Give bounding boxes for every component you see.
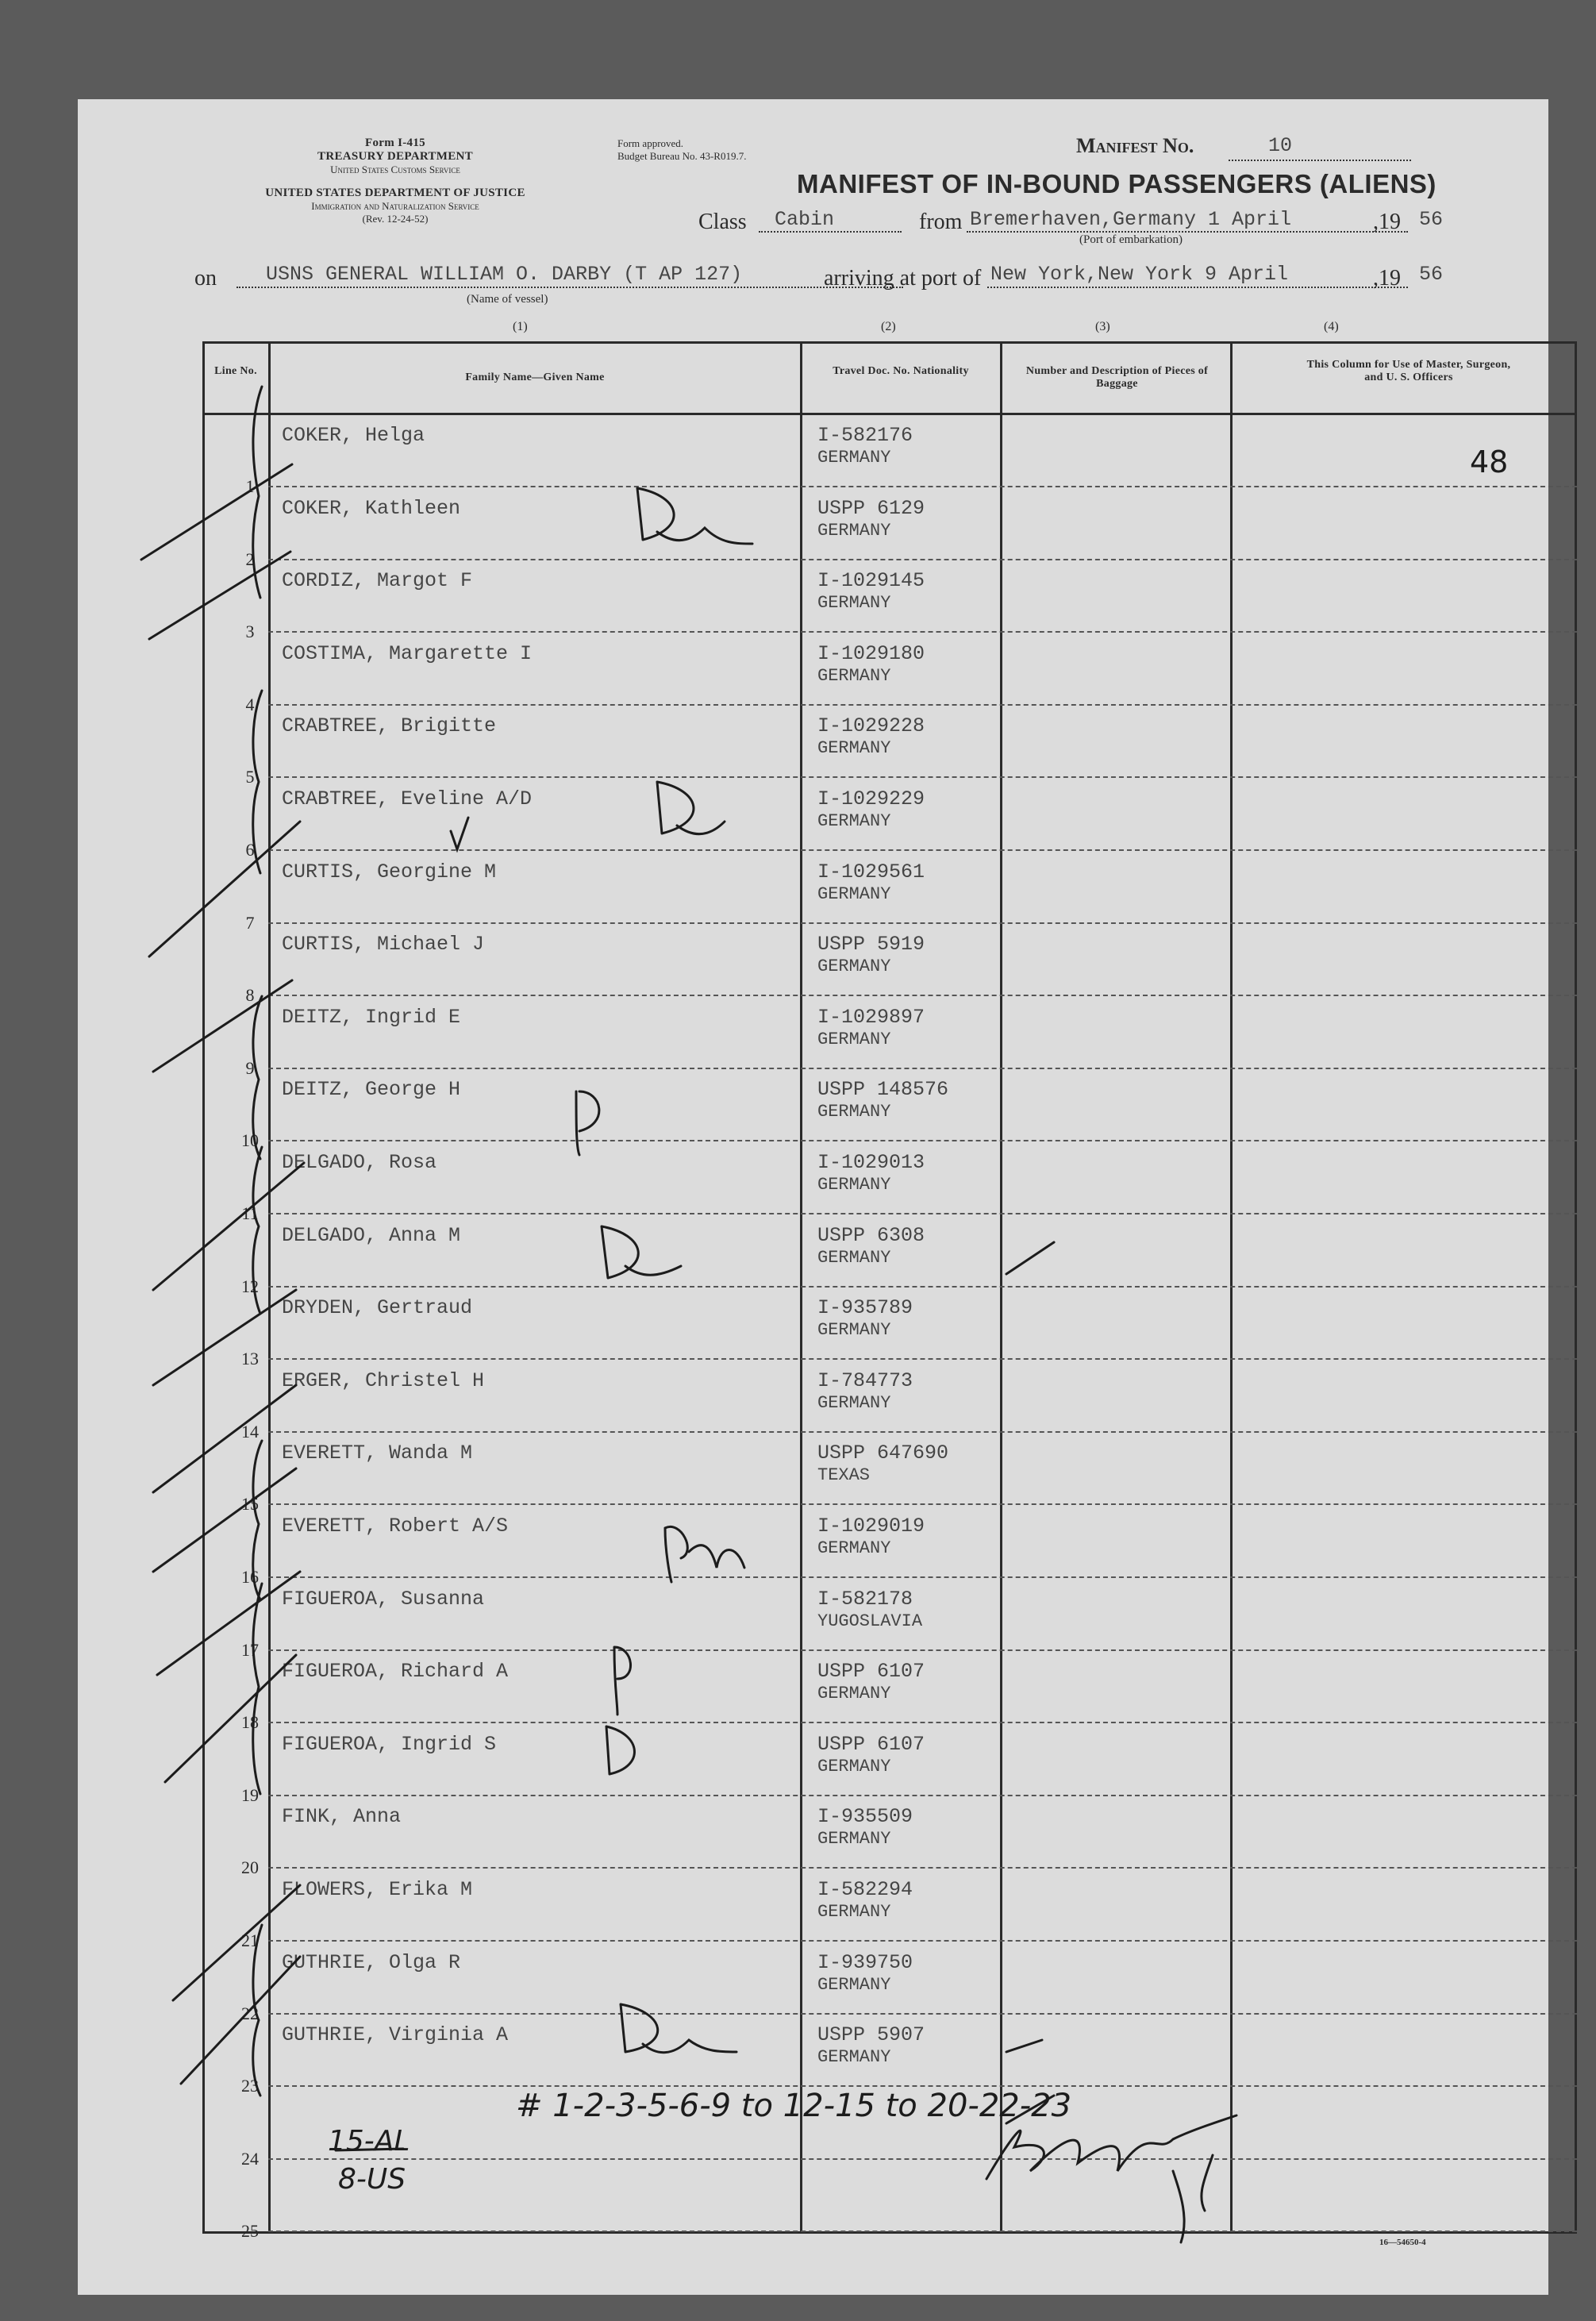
year-value-2: 56 xyxy=(1419,263,1444,286)
row-nationality: TEXAS xyxy=(817,1465,871,1486)
row-nationality: GERMANY xyxy=(817,1029,891,1049)
row-line-number: 8 xyxy=(245,985,255,1006)
row-line-number: 11 xyxy=(241,1203,259,1223)
row-nationality: GERMANY xyxy=(817,1538,891,1558)
row-nationality: GERMANY xyxy=(817,956,891,977)
form-approved: Form approved. xyxy=(617,137,684,149)
manifest-page xyxy=(78,99,1548,2295)
class-value: Cabin xyxy=(775,208,835,231)
row-nationality: GERMANY xyxy=(817,448,891,468)
row-passenger-name: GUTHRIE, Olga R xyxy=(282,1950,461,1974)
col-number-4: (4) xyxy=(1324,320,1339,333)
footer-code: 16—54650-4 xyxy=(1379,2238,1426,2247)
row-passenger-name: EVERETT, Robert A/S xyxy=(282,1515,509,1538)
row-nationality: GERMANY xyxy=(817,1684,891,1704)
row-line-number: 18 xyxy=(241,1712,259,1733)
row-travel-doc: USPP 5919 xyxy=(817,933,925,956)
year-prefix-1: ,19 xyxy=(1373,210,1401,234)
header-line-no: Line No. xyxy=(214,365,257,377)
row-nationality: GERMANY xyxy=(817,811,891,831)
header-officers: This Column for Use of Master, Surgeon, and U. S. Officers xyxy=(1306,359,1511,383)
row-nationality: YUGOSLAVIA xyxy=(817,1611,923,1631)
row-passenger-name: DELGADO, Anna M xyxy=(282,1223,461,1247)
row-travel-doc: I-1029019 xyxy=(817,1515,925,1538)
row-line-number: 23 xyxy=(241,2076,259,2096)
row-passenger-name: DELGADO, Rosa xyxy=(282,1151,437,1174)
row-passenger-name: FIGUEROA, Ingrid S xyxy=(282,1732,497,1756)
row-line-number: 22 xyxy=(241,2003,259,2023)
row-passenger-name: CURTIS, Michael J xyxy=(282,933,485,956)
row-travel-doc: I-582178 xyxy=(817,1587,913,1611)
row-travel-doc: I-1029145 xyxy=(817,569,925,593)
row-nationality: GERMANY xyxy=(817,1320,891,1341)
officer-count: 48 xyxy=(1470,445,1509,479)
vessel-caption: (Name of vessel) xyxy=(467,293,548,306)
col-number-1: (1) xyxy=(513,320,528,333)
row-line-number: 3 xyxy=(245,622,255,642)
row-line-number: 20 xyxy=(241,1857,259,1878)
from-value: Bremerhaven,Germany 1 April xyxy=(970,208,1292,231)
revision-date: (Rev. 12-24-52) xyxy=(362,213,429,225)
row-line-number: 4 xyxy=(245,694,255,714)
col-number-3: (3) xyxy=(1095,320,1110,333)
row-nationality: GERMANY xyxy=(817,593,891,614)
row-travel-doc: I-1029180 xyxy=(817,641,925,665)
row-travel-doc: USPP 6129 xyxy=(817,496,925,520)
row-travel-doc: USPP 5907 xyxy=(817,2023,925,2047)
row-line-number: 25 xyxy=(241,2221,259,2242)
row-travel-doc: I-939750 xyxy=(817,1950,913,1974)
row-passenger-name: FLOWERS, Erika M xyxy=(282,1878,473,1901)
row-line-number: 6 xyxy=(245,840,255,860)
row-line-number: 24 xyxy=(241,2148,259,2169)
row-nationality: GERMANY xyxy=(817,1102,891,1122)
row-line-number: 1 xyxy=(245,476,255,496)
row-nationality: GERMANY xyxy=(817,520,891,541)
row-nationality: GERMANY xyxy=(817,1392,891,1413)
row-travel-doc: USPP 148576 xyxy=(817,1078,949,1102)
row-travel-doc: I-1029897 xyxy=(817,1005,925,1029)
manifest-no-value: 10 xyxy=(1268,134,1293,157)
row-passenger-name: CORDIZ, Margot F xyxy=(282,569,473,593)
vessel-name: USNS GENERAL WILLIAM O. DARBY (T AP 127) xyxy=(266,263,743,286)
row-passenger-name: DEITZ, Ingrid E xyxy=(282,1005,461,1029)
row-travel-doc: USPP 6107 xyxy=(817,1660,925,1684)
row-travel-doc: USPP 647690 xyxy=(817,1441,949,1465)
header-travel-doc: Travel Doc. No. Nationality xyxy=(833,365,969,377)
arriving-label: arriving at port of xyxy=(824,266,982,291)
row-line-number: 5 xyxy=(245,767,255,787)
row-passenger-name: GUTHRIE, Virginia A xyxy=(282,2023,509,2047)
tally-alien: 15-AL xyxy=(328,2125,410,2157)
manifest-no-label: Manifest No. xyxy=(1076,134,1194,157)
row-passenger-name: CRABTREE, Brigitte xyxy=(282,714,497,738)
row-passenger-name: CURTIS, Georgine M xyxy=(282,860,497,883)
form-number: Form I-415 xyxy=(365,137,425,149)
row-line-number: 10 xyxy=(241,1130,259,1151)
row-line-number: 15 xyxy=(241,1494,259,1515)
row-travel-doc: I-1029561 xyxy=(817,860,925,883)
ins-service: Immigration and Naturalization Service xyxy=(311,200,479,212)
row-nationality: GERMANY xyxy=(817,1756,891,1776)
row-line-number: 13 xyxy=(241,1349,259,1369)
from-label: from xyxy=(919,210,963,234)
row-passenger-name: ERGER, Christel H xyxy=(282,1368,485,1392)
row-travel-doc: I-935509 xyxy=(817,1805,913,1829)
treasury-dept: TREASURY DEPARTMENT xyxy=(317,150,473,163)
row-line-number: 9 xyxy=(245,1057,255,1078)
row-nationality: GERMANY xyxy=(817,1902,891,1922)
tally-us: 8-US xyxy=(338,2163,406,2196)
row-nationality: GERMANY xyxy=(817,1829,891,1849)
row-nationality: GERMANY xyxy=(817,2047,891,2068)
summary-line-note: # 1-2-3-5-6-9 to 12-15 to 20-22-23 xyxy=(516,2088,1072,2124)
row-line-number: 17 xyxy=(241,1639,259,1660)
row-nationality: GERMANY xyxy=(817,1974,891,1995)
class-label: Class xyxy=(698,210,747,234)
row-travel-doc: USPP 6308 xyxy=(817,1223,925,1247)
row-travel-doc: I-582176 xyxy=(817,424,913,447)
row-travel-doc: USPP 6107 xyxy=(817,1732,925,1756)
document-title: MANIFEST OF IN-BOUND PASSENGERS (ALIENS) xyxy=(797,169,1436,198)
row-passenger-name: CRABTREE, Eveline A/D xyxy=(282,787,533,810)
row-passenger-name: EVERETT, Wanda M xyxy=(282,1441,473,1465)
row-nationality: GERMANY xyxy=(817,883,891,904)
handwriting-overlay xyxy=(78,99,1548,2295)
year-prefix-2: ,19 xyxy=(1373,266,1401,291)
row-nationality: GERMANY xyxy=(817,1175,891,1195)
row-passenger-name: DRYDEN, Gertraud xyxy=(282,1296,473,1320)
row-travel-doc: I-784773 xyxy=(817,1368,913,1392)
row-travel-doc: I-1029013 xyxy=(817,1151,925,1174)
row-line-number: 21 xyxy=(241,1930,259,1950)
row-passenger-name: COKER, Kathleen xyxy=(282,496,461,520)
justice-dept: UNITED STATES DEPARTMENT OF JUSTICE xyxy=(265,187,525,199)
row-passenger-name: FINK, Anna xyxy=(282,1805,402,1829)
header-baggage: Number and Description of Pieces of Baggage xyxy=(1025,365,1209,390)
port-caption: (Port of embarkation) xyxy=(1079,233,1183,246)
row-line-number: 19 xyxy=(241,1784,259,1805)
row-travel-doc: I-1029229 xyxy=(817,787,925,810)
year-value-1: 56 xyxy=(1419,208,1444,231)
row-line-number: 7 xyxy=(245,912,255,933)
row-line-number: 12 xyxy=(241,1276,259,1296)
col-number-2: (2) xyxy=(881,320,896,333)
row-travel-doc: I-935789 xyxy=(817,1296,913,1320)
row-travel-doc: I-582294 xyxy=(817,1878,913,1901)
arrival-value: New York,New York 9 April xyxy=(990,263,1289,286)
row-line-number: 2 xyxy=(245,548,255,569)
row-passenger-name: FIGUEROA, Susanna xyxy=(282,1587,485,1611)
budget-bureau: Budget Bureau No. 43-R019.7. xyxy=(617,150,747,162)
row-nationality: GERMANY xyxy=(817,1247,891,1268)
on-label: on xyxy=(194,266,217,291)
header-name: Family Name—Given Name xyxy=(465,371,605,383)
row-passenger-name: COKER, Helga xyxy=(282,424,425,447)
row-nationality: GERMANY xyxy=(817,738,891,759)
row-nationality: GERMANY xyxy=(817,665,891,686)
customs-service: United States Customs Service xyxy=(330,164,460,175)
row-line-number: 16 xyxy=(241,1567,259,1587)
row-passenger-name: COSTIMA, Margarette I xyxy=(282,641,533,665)
row-passenger-name: DEITZ, George H xyxy=(282,1078,461,1102)
row-travel-doc: I-1029228 xyxy=(817,714,925,738)
row-line-number: 14 xyxy=(241,1421,259,1441)
row-passenger-name: FIGUEROA, Richard A xyxy=(282,1660,509,1684)
